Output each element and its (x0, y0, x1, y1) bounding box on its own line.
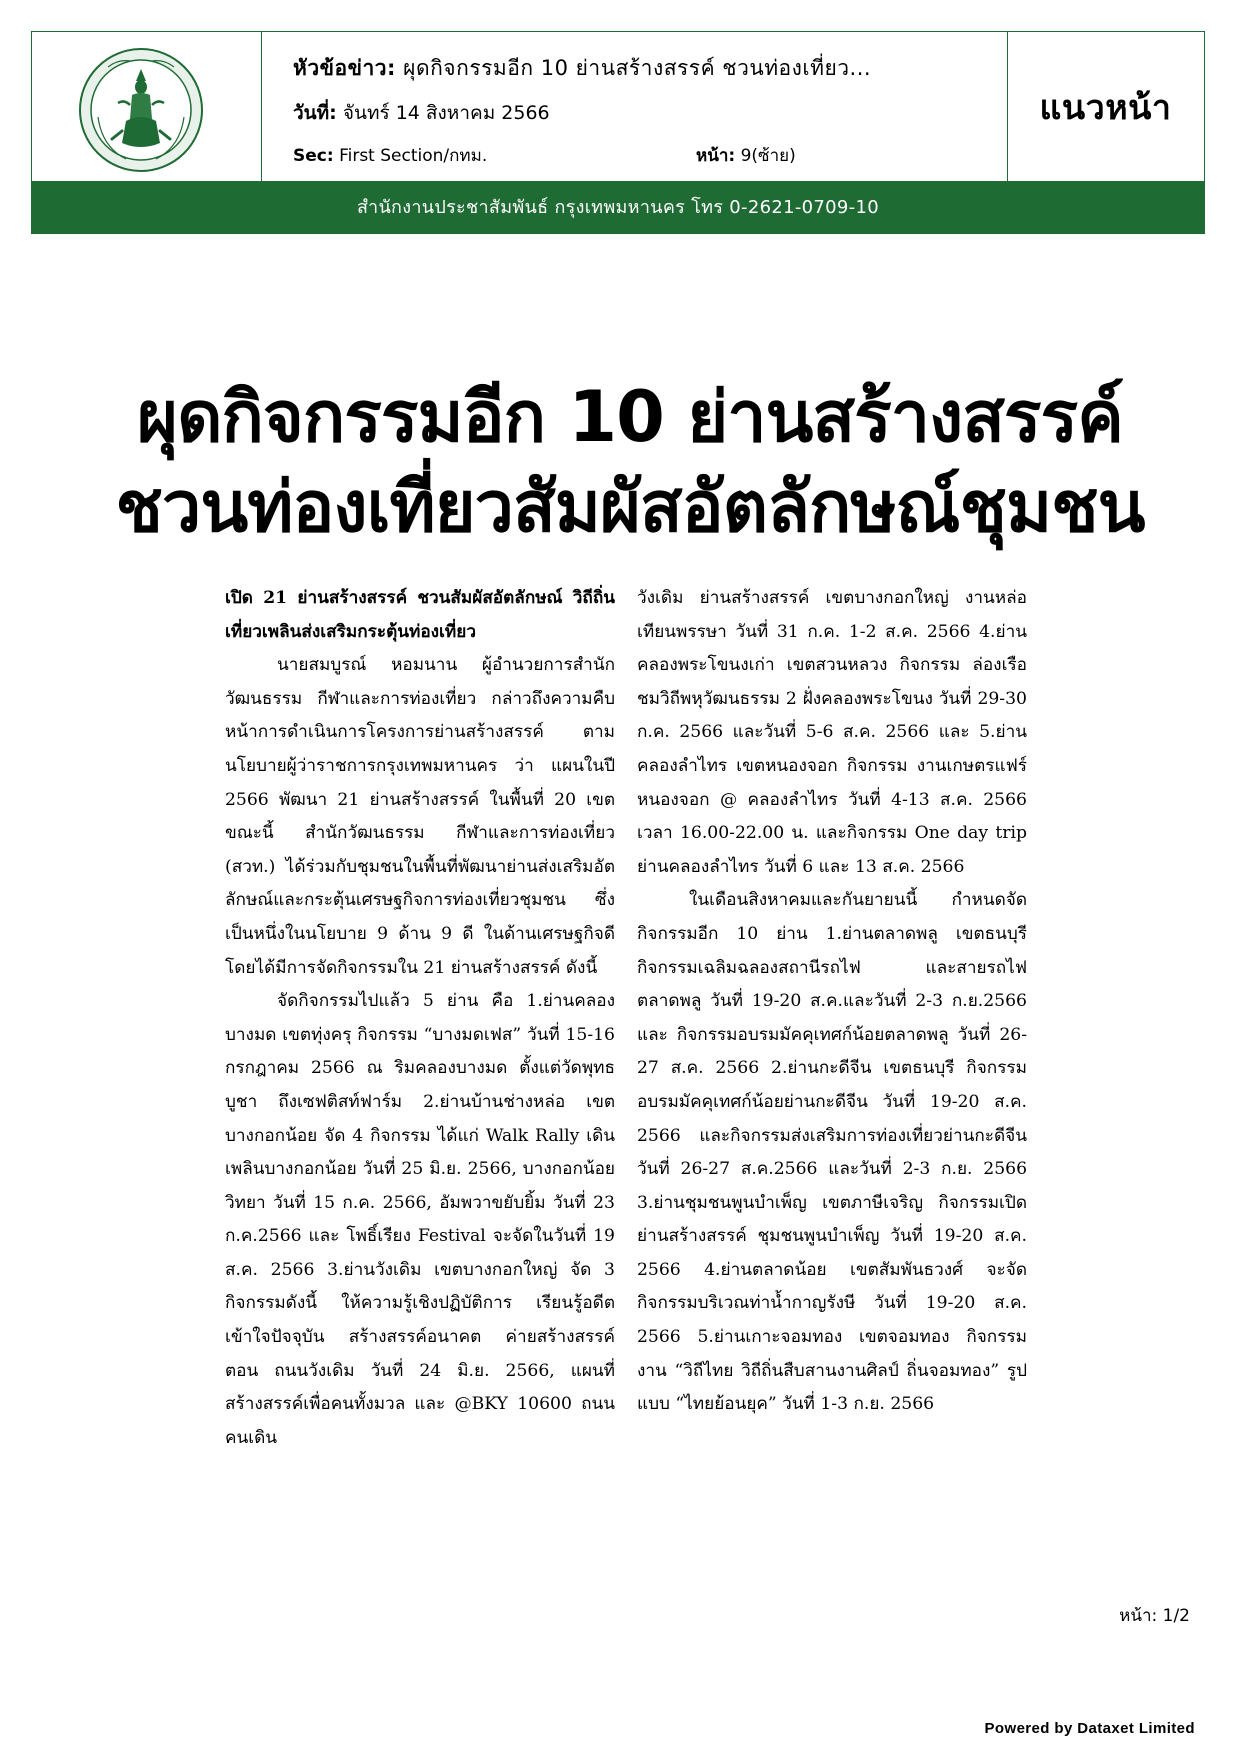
logo-cell (32, 32, 262, 181)
title-line-1: ผุดกิจกรรมอีก 10 ย่านสร้างสรรค์ (137, 376, 1123, 458)
article-column-right (637, 582, 1027, 1422)
paragraph: วังเดิม ย่านสร้างสรรค์ เขตบางกอกใหญ่ งานหล่อเทียนพรรษา วันที่ 31 ก.ค. 1-2 ส.ค. 2566 4.ย่านคลองพระโขนงเก่า เขตสวนหลวง กิจกรรม ล่องเรือชมวิถีพหุวัฒนธรรม 2 ฝั่งคลองพระโขนง วันที่ 29-30 ก.ค. 2566 และวันที่ 5-6 ส.ค. 2566 และ 5.ย่านคลองลำไทร เขตหนองจอก กิจกรรม งานเกษตรแฟร์ หนองจอก @ คลองลำไทร วันที่ 4-13 ส.ค. 2566 เวลา 16.00-22.00 น. และกิจกรรม One day trip ย่านคลองลำไทร วันที่ 6 และ 13 ส.ค. 2566 (637, 588, 1027, 877)
section-row (293, 142, 487, 169)
page-label: หน้า: (696, 146, 736, 166)
bangkok-city-seal-icon (78, 47, 204, 173)
sec-label: Sec: (293, 146, 334, 166)
date-value: จันทร์ 14 สิงหาคม 2566 (342, 102, 550, 124)
article-column-left (225, 582, 615, 1455)
publication-name: แนวหน้า (1039, 87, 1172, 128)
page-indicator: หน้า: 1/2 (1119, 1606, 1190, 1626)
article-lead: เปิด 21 ย่านสร้างสรรค์ ชวนสัมผัสอัตลักษณ์ วิถีถิ่น เที่ยวเพลินส่งเสริมกระตุ้นท่องเที่ยว (225, 588, 615, 642)
page-ref (696, 142, 796, 169)
page-value: 9(ซ้าย) (740, 146, 796, 166)
date-label: วันที่: (293, 102, 337, 124)
headline-row (293, 52, 871, 85)
sec-value: First Section/กทม. (339, 146, 488, 166)
article-info (261, 32, 1008, 181)
publication-cell (1007, 32, 1204, 181)
headline-value: ผุดกิจกรรมอีก 10 ย่านสร้างสรรค์ ชวนท่องเที่ยว... (403, 56, 872, 80)
news-header (31, 31, 1205, 182)
paragraph: นายสมบูรณ์ หอมนาน ผู้อำนวยการสำนักวัฒนธรรม กีฬาและการท่องเที่ยว กล่าวถึงความคืบหน้าการดำเนินการโครงการย่านสร้างสรรค์ ตามนโยบายผู้ว่าราชการกรุงเทพมหานคร ว่า แผนในปี 2566 พัฒนา 21 ย่านสร้างสรรค์ ในพื้นที่ 20 เขต ขณะนี้ สำนักวัฒนธรรม กีฬาและการท่องเที่ยว (สวท.) ได้ร่วมกับชุมชนในพื้นที่พัฒนาย่านส่งเสริมอัตลักษณ์และกระตุ้นเศรษฐกิจการท่องเที่ยวชุมชน ซึ่งเป็นหนึ่งในนโยบาย 9 ด้าน 9 ดี ในด้านเศรษฐกิจดี โดยได้มีการจัดกิจกรรมใน 21 ย่านสร้างสรรค์ ดังนี้ (225, 655, 615, 978)
paragraph: ในเดือนสิงหาคมและกันยายนนี้ กำหนดจัดกิจกรรมอีก 10 ย่าน 1.ย่านตลาดพลู เขตธนบุรี กิจกรรมเฉลิมฉลองสถานีรถไฟ และสายรถไฟตลาดพลู วันที่ 19-20 ส.ค.และวันที่ 2-3 ก.ย.2566 และ กิจกรรมอบรมมัคคุเทศก์น้อยตลาดพลู วันที่ 26-27 ส.ค. 2566 2.ย่านกะดีจีน เขตธนบุรี กิจกรรมอบรมมัคคุเทศก์น้อยย่านกะดีจีน วันที่ 19-20 ส.ค. 2566 และกิจกรรมส่งเสริมการท่องเที่ยวย่านกะดีจีน วันที่ 26-27 ส.ค.2566 และวันที่ 2-3 ก.ย. 2566 3.ย่านชุมชนพูนบำเพ็ญ เขตภาษีเจริญ กิจกรรมเปิดย่านสร้างสรรค์ ชุมชนพูนบำเพ็ญ วันที่ 19-20 ส.ค. 2566 4.ย่านตลาดน้อย เขตสัมพันธวงศ์ จะจัดกิจกรรมบริเวณท่าน้ำกาญรังษี วันที่ 19-20 ส.ค. 2566 5.ย่านเกาะจอมทอง เขตจอมทอง กิจกรรม งาน “วิถีไทย วิถีถิ่นสืบสานงานศิลป์ ถิ่นจอมทอง” รูปแบบ “ไทยย้อนยุค” วันที่ 1-3 ก.ย. 2566 (637, 890, 1027, 1415)
article-title (80, 372, 1180, 552)
contact-bar: สำนักงานประชาสัมพันธ์ กรุงเทพมหานคร โทร 0-2621-0709-10 (31, 182, 1205, 234)
paragraph: จัดกิจกรรมไปแล้ว 5 ย่าน คือ 1.ย่านคลองบางมด เขตทุ่งครุ กิจกรรม “บางมดเฟส” วันที่ 15-16 กรกฎาคม 2566 ณ ริมคลองบางมด ตั้งแต่วัดพุทธบูชา ถึงเซฟติสท์ฟาร์ม 2.ย่านบ้านช่างหล่อ เขตบางกอกน้อย จัด 4 กิจกรรม ได้แก่ Walk Rally เดินเพลินบางกอกน้อย วันที่ 25 มิ.ย. 2566, บางกอกน้อยวิทยา วันที่ 15 ก.ค. 2566, อัมพวาขยับยิ้ม วันที่ 23 ก.ค.2566 และ โพธิ์เรียง Festival จะจัดในวันที่ 19 ส.ค. 2566 3.ย่านวังเดิม เขตบางกอกใหญ่ จัด 3 กิจกรรมดังนี้ ให้ความรู้เชิงปฏิบัติการ เรียนรู้อดีต เข้าใจปัจจุบัน สร้างสรรค์อนาคต ค่ายสร้างสรรค์ ตอน ถนนวังเดิม วันที่ 24 มิ.ย. 2566, แผนที่สร้างสรรค์เพื่อคนทั้งมวล และ @BKY 10600 ถนนคนเดิน (225, 991, 615, 1448)
footer-credit: Powered by Dataxet Limited (984, 1720, 1195, 1737)
headline-label: หัวข้อข่าว: (293, 56, 396, 80)
date-row (293, 98, 550, 128)
title-line-2: ชวนท่องเที่ยวสัมผัสอัตลักษณ์ชุมชน (115, 466, 1145, 548)
